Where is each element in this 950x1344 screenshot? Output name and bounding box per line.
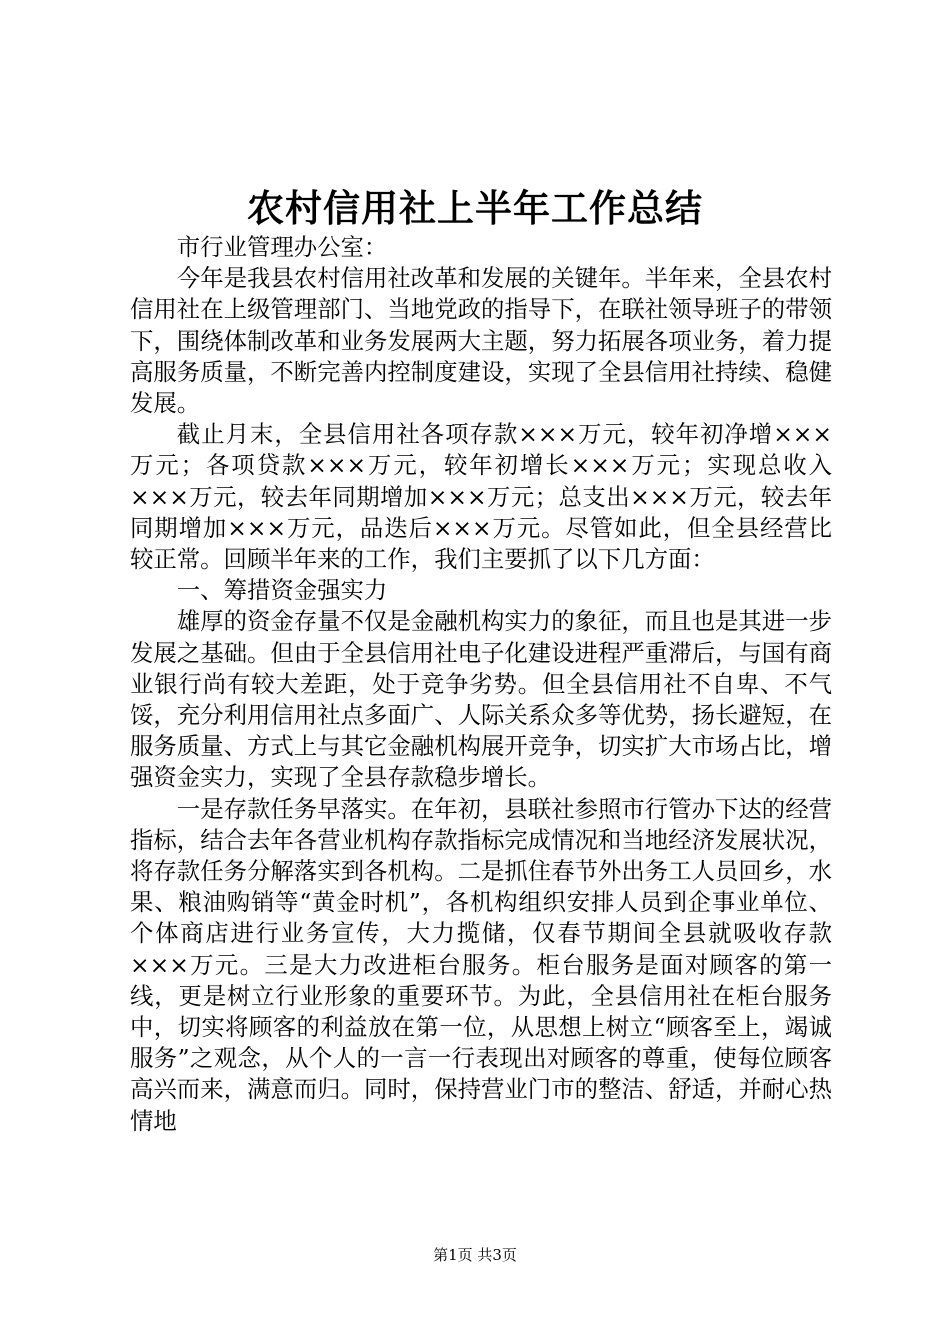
paragraph-figures: 截止月末，全县信用社各项存款×××万元，较年初净增×××万元；各项贷款×××万元，较年初增长×××万元；实现总收入×××万元，较去年同期增加×××万元；总支出×××万元，较去年同期增加×××万元，品迭后×××万元。尽管如此，但全县经营比较正常。回顾半年来的工作，我们主要抓了以下几方面： bbox=[130, 420, 832, 574]
paragraph-salutation: 市行业管理办公室： bbox=[176, 233, 388, 261]
paragraph-section-1: 雄厚的资金存量不仅是金融机构实力的象征，而且也是其进一步发展之基础。但由于全县信用社电子化建设进程严重滞后，与国有商业银行尚有较大差距，处于竞争劣势。但全县信用社不自卑、不气馁，充分利用信用社点多面广、人际关系众多等优势，扬长避短，在服务质量、方式上与其它金融机构展开竞争，切实扩大市场占比，增强资金实力，实现了全县存款稳步增长。 bbox=[130, 607, 832, 792]
paragraph-measures: 一是存款任务早落实。在年初，县联社参照市行管办下达的经营指标，结合去年各营业机构存款指标完成情况和当地经济发展状况，将存款任务分解落实到各机构。二是抓住春节外出务工人员回乡，水果、粮油购销等“黄金时机”，各机构组织安排人员到企事业单位、个体商店进行业务宣传，大力揽储，仅春节期间全县就吸收存款×××万元。三是大力改进柜台服务。柜台服务是面对顾客的第一线，更是树立行业形象的重要环节。为此，全县信用社在柜台服务中，切实将顾客的利益放在第一位，从思想上树立“顾客至上，竭诚服务”之观念，从个人的一言一行表现出对顾客的尊重，使每位顾客高兴而来，满意而归。同时，保持营业门市的整洁、舒适，并耐心热情地 bbox=[130, 794, 832, 1135]
section-heading-1: 一、筹措资金强实力 bbox=[176, 576, 388, 605]
document-title: 农村信用社上半年工作总结 bbox=[247, 187, 703, 230]
paragraph-intro: 今年是我县农村信用社改革和发展的关键年。半年来，全县农村信用社在上级管理部门、当地党政的指导下，在联社领导班子的带领下，围绕体制改革和业务发展两大主题，努力拓展各项业务，着力提高服务质量，不断完善内控制度建设，实现了全县信用社持续、稳健发展。 bbox=[130, 264, 832, 418]
document-body bbox=[130, 232, 832, 1137]
page-number: 第1页 共3页 bbox=[433, 1246, 517, 1264]
